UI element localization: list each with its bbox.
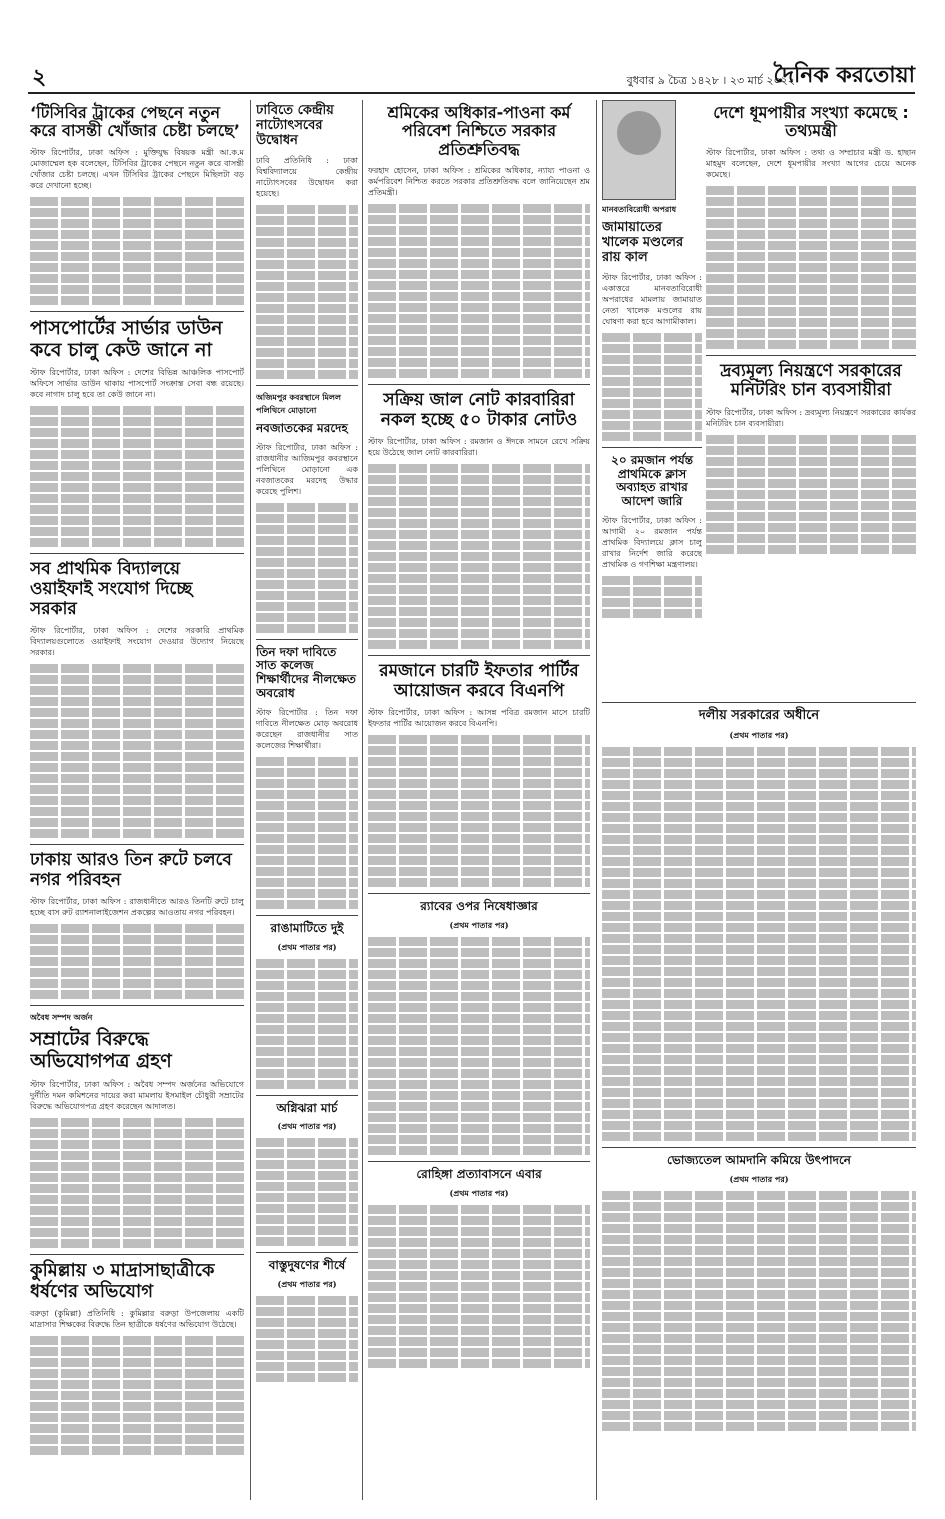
article-body: স্টাফ রিপোর্টার, ঢাকা অফিস : রাজধানীর আজিমপুর কবরস্থানে পলিথিনে মোড়ানো এক নবজাতকের মরদেহ উদ্ধার করেছে পুলিশ।	[256, 442, 358, 496]
headline: সব প্রাথমিক বিদ্যালয়ে ওয়াইফাই সংযোগ দিচ্ছে সরকার	[30, 559, 193, 619]
continued-label: (প্রথম পাতার পর)	[277, 941, 337, 952]
column-divider	[362, 100, 363, 1500]
article-body: স্টাফ রিপোর্টার, ঢাকা অফিস : রাজধানীতে আরও তিনটি রুটে চালু হচ্ছে বাস রুট র‌্যাশনালাইজেশন প্রকল্পের আওতায় নগর পরিবহন।	[30, 897, 244, 918]
headline: ঢাকায় আরও তিন রুটে চলবে নগর পরিবহন	[30, 850, 232, 890]
column-4	[602, 100, 702, 690]
headline: কুমিল্লায় ৩ মাদ্রাসাছাত্রীকে ধর্ষণের অভিযোগ	[30, 1259, 215, 1302]
headline: তিন দফা দাবিতে সাত কলেজ শিক্ষার্থীদের নীলক্ষেত অবরোধ	[256, 644, 356, 700]
photo-caption-kicker: মানবতাবিরোধী অপরাধ	[602, 204, 677, 214]
kicker: অজিমপুর কবরস্থানে মিলল পলিথিনে মোড়ানো	[256, 391, 341, 415]
article-body: বরুড়া (কুমিল্লা) প্রতিনিধি : কুমিল্লার বরুড়া উপজেলায় একটি মাদ্রাসার শিক্ষকের বিরুদ্ধে তিন ছাত্রীকে ধর্ষণের অভিযোগ উঠেছে।	[30, 1309, 244, 1330]
headline: ২০ রমজান পর্যন্ত প্রাথমিকে ক্লাস অব্যাহত রাখার আদেশ জারি	[611, 452, 693, 509]
article-body: ঢাবি প্রতিনিধি : ঢাকা বিশ্ববিদ্যালয়ে কেন্দ্রীয় নাট্যোৎসবের উদ্বোধন করা হয়েছে।	[256, 155, 358, 198]
headline: অগ্নিঝরা মার্চ	[276, 1100, 338, 1115]
column-divider	[596, 100, 597, 1500]
article-body: স্টাফ রিপোর্টার, ঢাকা অফিস : দেশের বিভিন্ন আঞ্চলিক পাসপোর্ট অফিসে সার্ভার ডাউন থাকায় পাসপোর্ট সংক্রান্ত সেবা বন্ধ রয়েছে। কবে নাগাদ চালু হবে তা কেউ জানে না।	[30, 368, 244, 400]
headline: ‘টিসিবির ট্রাকের পেছনে নতুন করে বাসন্তী খোঁজার চেষ্টা চলছে’	[30, 103, 240, 141]
headline: সম্রাটের বিরুদ্ধে অভিযোগপত্র গ্রহণ	[30, 1028, 172, 1073]
column-2	[256, 100, 358, 1500]
portrait-photo	[602, 100, 676, 200]
article-body: স্টাফ রিপোর্টার, ঢাকা অফিস : আগামী ২০ রমজান পর্যন্ত প্রাথমিক বিদ্যালয়ে ক্লাস চালু রাখার নির্দেশ জারি করেছে প্রাথমিক ও গণশিক্ষা মন্ত্রণালয়।	[602, 516, 702, 569]
headline: দলীয় সরকারের অধীনে	[698, 708, 820, 723]
headline: রোহিঙ্গা প্রত্যাবাসনে এবার	[416, 1167, 542, 1182]
headline: রাঙামাটিতে দুই	[270, 920, 344, 935]
headline: রমজানে চারটি ইফতার পার্টির আয়োজন করবে বিএনপি	[379, 661, 579, 701]
article-body: স্টাফ রিপোর্টার, ঢাকা অফিস : তথ্য ও সম্প্রচার মন্ত্রী ড. হাছান মাহমুদ বলেছেন, দেশে ধূমপায়ীর সংখ্যা আগের চেয়ে অনেক কমেছে।	[706, 147, 916, 179]
headline: শ্রমিকের অধিকার-পাওনা কর্ম পরিবেশ নিশ্চিতে সরকার প্রতিশ্রুতিবদ্ধ	[387, 103, 571, 159]
headline: দেশে ধূমপায়ীর সংখ্যা কমেছে : তথ্যমন্ত্রী	[713, 103, 909, 141]
column-5	[706, 100, 916, 690]
kicker: অবৈধ সম্পদ অর্জন	[30, 1012, 93, 1023]
headline: নবজাতকের মরদেহ	[256, 420, 348, 435]
headline: সক্রিয় জাল নোট কারবারিরা নকল হচ্ছে ৫০ টাকার নোটও	[380, 390, 578, 430]
headline: ভোজ্যতেল আমদানি কমিয়ে উৎপাদনে	[667, 1152, 851, 1167]
headline: পাসপোর্টের সার্ভার ডাউন কবে চালু কেউ জানে না	[30, 316, 223, 361]
article-body: স্টাফ রিপোর্টার, ঢাকা অফিস : অবৈধ সম্পদ অর্জনের অভিযোগে দুর্নীতি দমন কমিশনের দায়ের করা মামলায় ইসমাইল চৌধুরী সম্রাটের বিরুদ্ধে অভিযোগপত্র গ্রহণ করেছেন আদালত।	[30, 1079, 244, 1111]
article-body: স্টাফ রিপোর্টার, ঢাকা অফিস : একাত্তরে মানবতাবিরোধী অপরাধের মামলায় জামায়াত নেতা খালেক মণ্ডলের রায় ঘোষণা করা হবে আগামীকাল।	[602, 272, 702, 326]
continued-label: (প্রথম পাতার পর)	[449, 1187, 509, 1198]
article-body: স্টাফ রিপোর্টার : তিন দফা দাবিতে নীলক্ষেত মোড় অবরোধ করেছেন রাজধানীর সাত কলেজের শিক্ষার্থীরা।	[256, 707, 358, 750]
continued-label: (প্রথম পাতার পর)	[277, 1279, 337, 1290]
article-body: স্টাফ রিপোর্টার, ঢাকা অফিস : মুক্তিযুদ্ধ বিষয়ক মন্ত্রী আ.ক.ম মোজাম্মেল হক বলেছেন, টিসিবির ট্রাকের পেছনে নতুন করে বাসন্তী খোঁজার চেষ্টা চলছে। এখন টিসিবির ট্রাকের পেছনে মিছিলটা বড় করে দেখানো হচ্ছে।	[30, 147, 244, 190]
article-body: স্টাফ রিপোর্টার, ঢাকা অফিস : দেশের সরকারি প্রাথমিক বিদ্যালয়গুলোতে ওয়াইফাই সংযোগ দেওয়ার উদ্যোগ নিয়েছে সরকার।	[30, 626, 244, 658]
lower-right-block	[602, 696, 916, 1496]
issue-date: বুধবার ৯ চৈত্র ১৪২৮ । ২৩ মার্চ ২০২২	[626, 74, 795, 87]
page-number: ২	[32, 65, 47, 90]
continued-label: (প্রথম পাতার পর)	[277, 1121, 337, 1132]
column-divider	[250, 100, 251, 1500]
article-body: স্টাফ রিপোর্টার, ঢাকা অফিস : রমজান ও ঈদকে সামনে রেখে সক্রিয় হয়ে উঠেছে জাল নোট কারবারিরা।	[368, 437, 590, 458]
masthead-logo: দৈনিক করতোয়া	[773, 62, 915, 88]
headline: দ্রব্যমূল্য নিয়ন্ত্রণে সরকারের মনিটরিং চান ব্যবসায়ীরা	[720, 360, 902, 401]
continued-label: (প্রথম পাতার পর)	[449, 920, 509, 931]
page-header	[28, 60, 915, 94]
article-body: স্টাফ রিপোর্টার, ঢাকা অফিস : দ্রব্যমূল্য নিয়ন্ত্রণে সরকারের কার্যকর মনিটরিং চান ব্যবসায়ীরা।	[706, 407, 916, 428]
headline: বাস্তুদুষণের শীর্ষে	[268, 1258, 346, 1273]
article-body: ফরহাদ হোসেন, ঢাকা অফিস : শ্রমিকের অধিকার, ন্যায্য পাওনা ও কর্মপরিবেশ নিশ্চিত করতে সরকার প্রতিশ্রুতিবদ্ধ বলে জানিয়েছেন শ্রম প্রতিমন্ত্রী।	[368, 166, 590, 198]
headline: জামায়াতের খালেক মণ্ডলের রায় কাল	[602, 220, 684, 265]
column-3	[368, 100, 590, 1500]
headline: ঢাবিতে কেন্দ্রীয় নাট্যোৎসবের উদ্বোধন	[256, 103, 334, 148]
column-1	[30, 100, 244, 1500]
article-body: স্টাফ রিপোর্টার, ঢাকা অফিস : আসন্ন পবিত্র রমজান মাসে চারটি ইফতার পার্টির আয়োজন করবে বিএনপি।	[368, 708, 590, 729]
continued-label: (প্রথম পাতার পর)	[729, 1173, 789, 1184]
headline: র‌্যাবের ওপর নিষেধাজ্ঞার	[420, 899, 538, 914]
continued-label: (প্রথম পাতার পর)	[729, 729, 789, 740]
